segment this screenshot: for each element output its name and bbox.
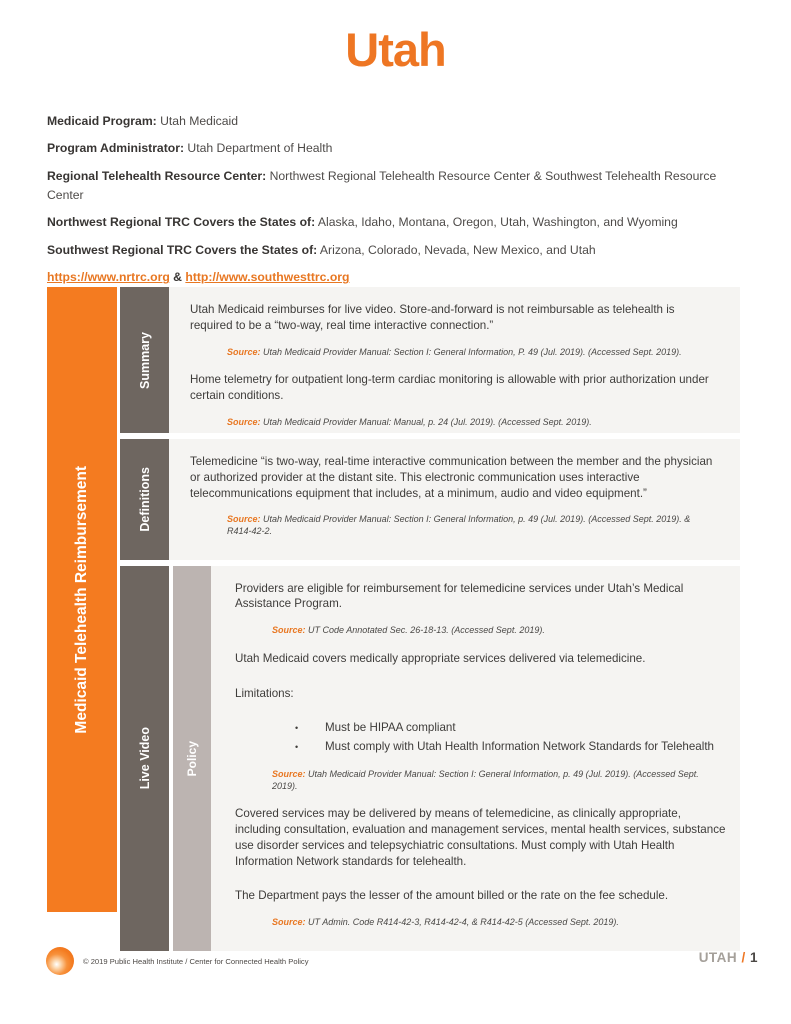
nrtrc-link[interactable]: https://www.nrtrc.org	[47, 270, 170, 285]
limitations-list	[235, 720, 726, 755]
definitions-content	[169, 439, 740, 560]
field-value: Arizona, Colorado, Nevada, New Mexico, and Utah	[319, 242, 596, 257]
summary-label-cell	[120, 287, 169, 433]
source-label: Source:	[272, 768, 306, 779]
field-northwest-trc-states	[47, 213, 749, 232]
policy-label-cell	[173, 566, 211, 951]
field-value: Alaska, Idaho, Montana, Oregon, Utah, Washington, and Wyoming	[317, 215, 678, 230]
field-value: Northwest Regional Telehealth Resource Center & Southwest Telehealth Resource Center	[47, 168, 717, 202]
summary-paragraph: Home telemetry for outpatient long-term cardiac monitoring is allowable with prior authorization under certain conditions.	[190, 373, 709, 402]
row-definitions	[120, 439, 740, 560]
live-video-paragraph: Covered services may be delivered by means of telemedicine, as clinically appropriate, including consultation, evaluation and management services, mental health services, substance use disorder services and telepsychiatric consultations. Must comply with Utah Health Information Network standards for telehealth.	[235, 807, 726, 868]
live-video-paragraph: Providers are eligible for reimbursement for telemedicine services under Utah’s Medical Assistance Program.	[235, 581, 684, 611]
source-label: Source:	[227, 416, 261, 427]
field-program-administrator	[47, 139, 749, 158]
field-southwest-trc-states	[47, 241, 749, 260]
source-text: Utah Medicaid Provider Manual: Section I: General Information, p. 49 (Jul. 2019). (Accessed Sept. 2019).	[272, 768, 699, 791]
source-citation	[227, 514, 714, 537]
row-live-video	[120, 566, 740, 951]
policy-label: Policy	[185, 740, 199, 776]
field-medicaid-program	[47, 112, 749, 131]
live-video-paragraph: Limitations:	[235, 686, 294, 700]
list-item	[295, 720, 726, 736]
reimbursement-table	[47, 287, 740, 928]
category-sidebar-label: Medicaid Telehealth Reimbursement	[73, 465, 90, 734]
list-item	[295, 739, 726, 755]
links-separator: &	[173, 270, 182, 285]
live-video-label-cell	[120, 566, 169, 951]
live-video-content	[211, 566, 740, 951]
southwesttrc-link[interactable]: http://www.southwesttrc.org	[185, 270, 350, 285]
cchp-sunburst-logo-icon	[46, 947, 74, 975]
source-label: Source:	[272, 625, 306, 636]
field-label: Medicaid Program:	[47, 114, 157, 128]
trc-links-line	[47, 270, 749, 284]
field-regional-trc	[47, 167, 749, 205]
footer-copyright: © 2019 Public Health Institute / Center for Connected Health Policy	[83, 957, 309, 966]
field-label: Northwest Regional TRC Covers the States of:	[47, 215, 316, 230]
field-label: Program Administrator:	[47, 141, 185, 156]
live-video-label: Live Video	[137, 727, 152, 790]
field-label: Southwest Regional TRC Covers the States of:	[47, 242, 318, 257]
footer-page-separator: /	[741, 950, 746, 965]
source-citation	[272, 769, 726, 792]
footer-page-indicator	[699, 950, 758, 965]
field-value: Utah Department of Health	[187, 141, 333, 156]
source-text: UT Code Annotated Sec. 26-18-13. (Accessed Sept. 2019).	[308, 625, 545, 636]
row-summary	[120, 287, 740, 433]
source-citation	[272, 917, 726, 929]
list-item-text: Must be HIPAA compliant	[325, 721, 456, 735]
header-info	[47, 112, 749, 297]
footer-state-label: UTAH	[698, 950, 738, 965]
live-video-paragraph: Utah Medicaid covers medically appropriate services delivered via telemedicine.	[235, 651, 646, 665]
source-citation	[272, 625, 726, 637]
page-title: Utah	[345, 23, 446, 76]
source-text: Utah Medicaid Provider Manual: Manual, p. 24 (Jul. 2019). (Accessed Sept. 2019).	[263, 416, 592, 427]
summary-content	[169, 287, 740, 433]
definitions-paragraph: Telemedicine “is two-way, real-time interactive communication between the member and the physician or authorized provider at the distant site. This electronic communication uses interactive telecommunications equipment that includes, at a minimum, audio and video equipment.”	[190, 455, 713, 500]
definitions-label: Definitions	[137, 467, 152, 532]
footer-page-number: 1	[749, 950, 758, 965]
summary-label: Summary	[137, 331, 152, 389]
source-citation	[227, 347, 714, 359]
table-rows	[120, 287, 740, 928]
source-text: Utah Medicaid Provider Manual: Section I: General Information, P. 49 (Jul. 2019). (Accessed Sept. 2019).	[263, 346, 682, 357]
source-label: Source:	[227, 346, 261, 357]
field-label: Regional Telehealth Resource Center:	[47, 168, 267, 183]
field-value: Utah Medicaid	[160, 114, 239, 128]
source-label: Source:	[272, 917, 306, 928]
source-label: Source:	[227, 514, 261, 525]
source-text: Utah Medicaid Provider Manual: Section I: General Information, p. 49 (Jul. 2019). (Accessed Sept. 2019). & R414-42-2.	[227, 514, 691, 536]
definitions-label-cell	[120, 439, 169, 560]
list-item-text: Must comply with Utah Health Information Network Standards for Telehealth	[325, 740, 715, 754]
live-video-paragraph: The Department pays the lesser of the amount billed or the rate on the fee schedule.	[235, 889, 669, 903]
bullet-icon: •	[295, 723, 299, 734]
source-text: UT Admin. Code R414-42-3, R414-42-4, & R414-42-5 (Accessed Sept. 2019).	[308, 917, 619, 928]
category-sidebar	[47, 287, 117, 912]
bullet-icon: •	[295, 742, 299, 753]
summary-paragraph: Utah Medicaid reimburses for live video. Store-and-forward is not reimbursable as telehealth is required to be a “two-way, real time interactive connection.”	[190, 303, 675, 332]
source-citation	[227, 417, 714, 429]
